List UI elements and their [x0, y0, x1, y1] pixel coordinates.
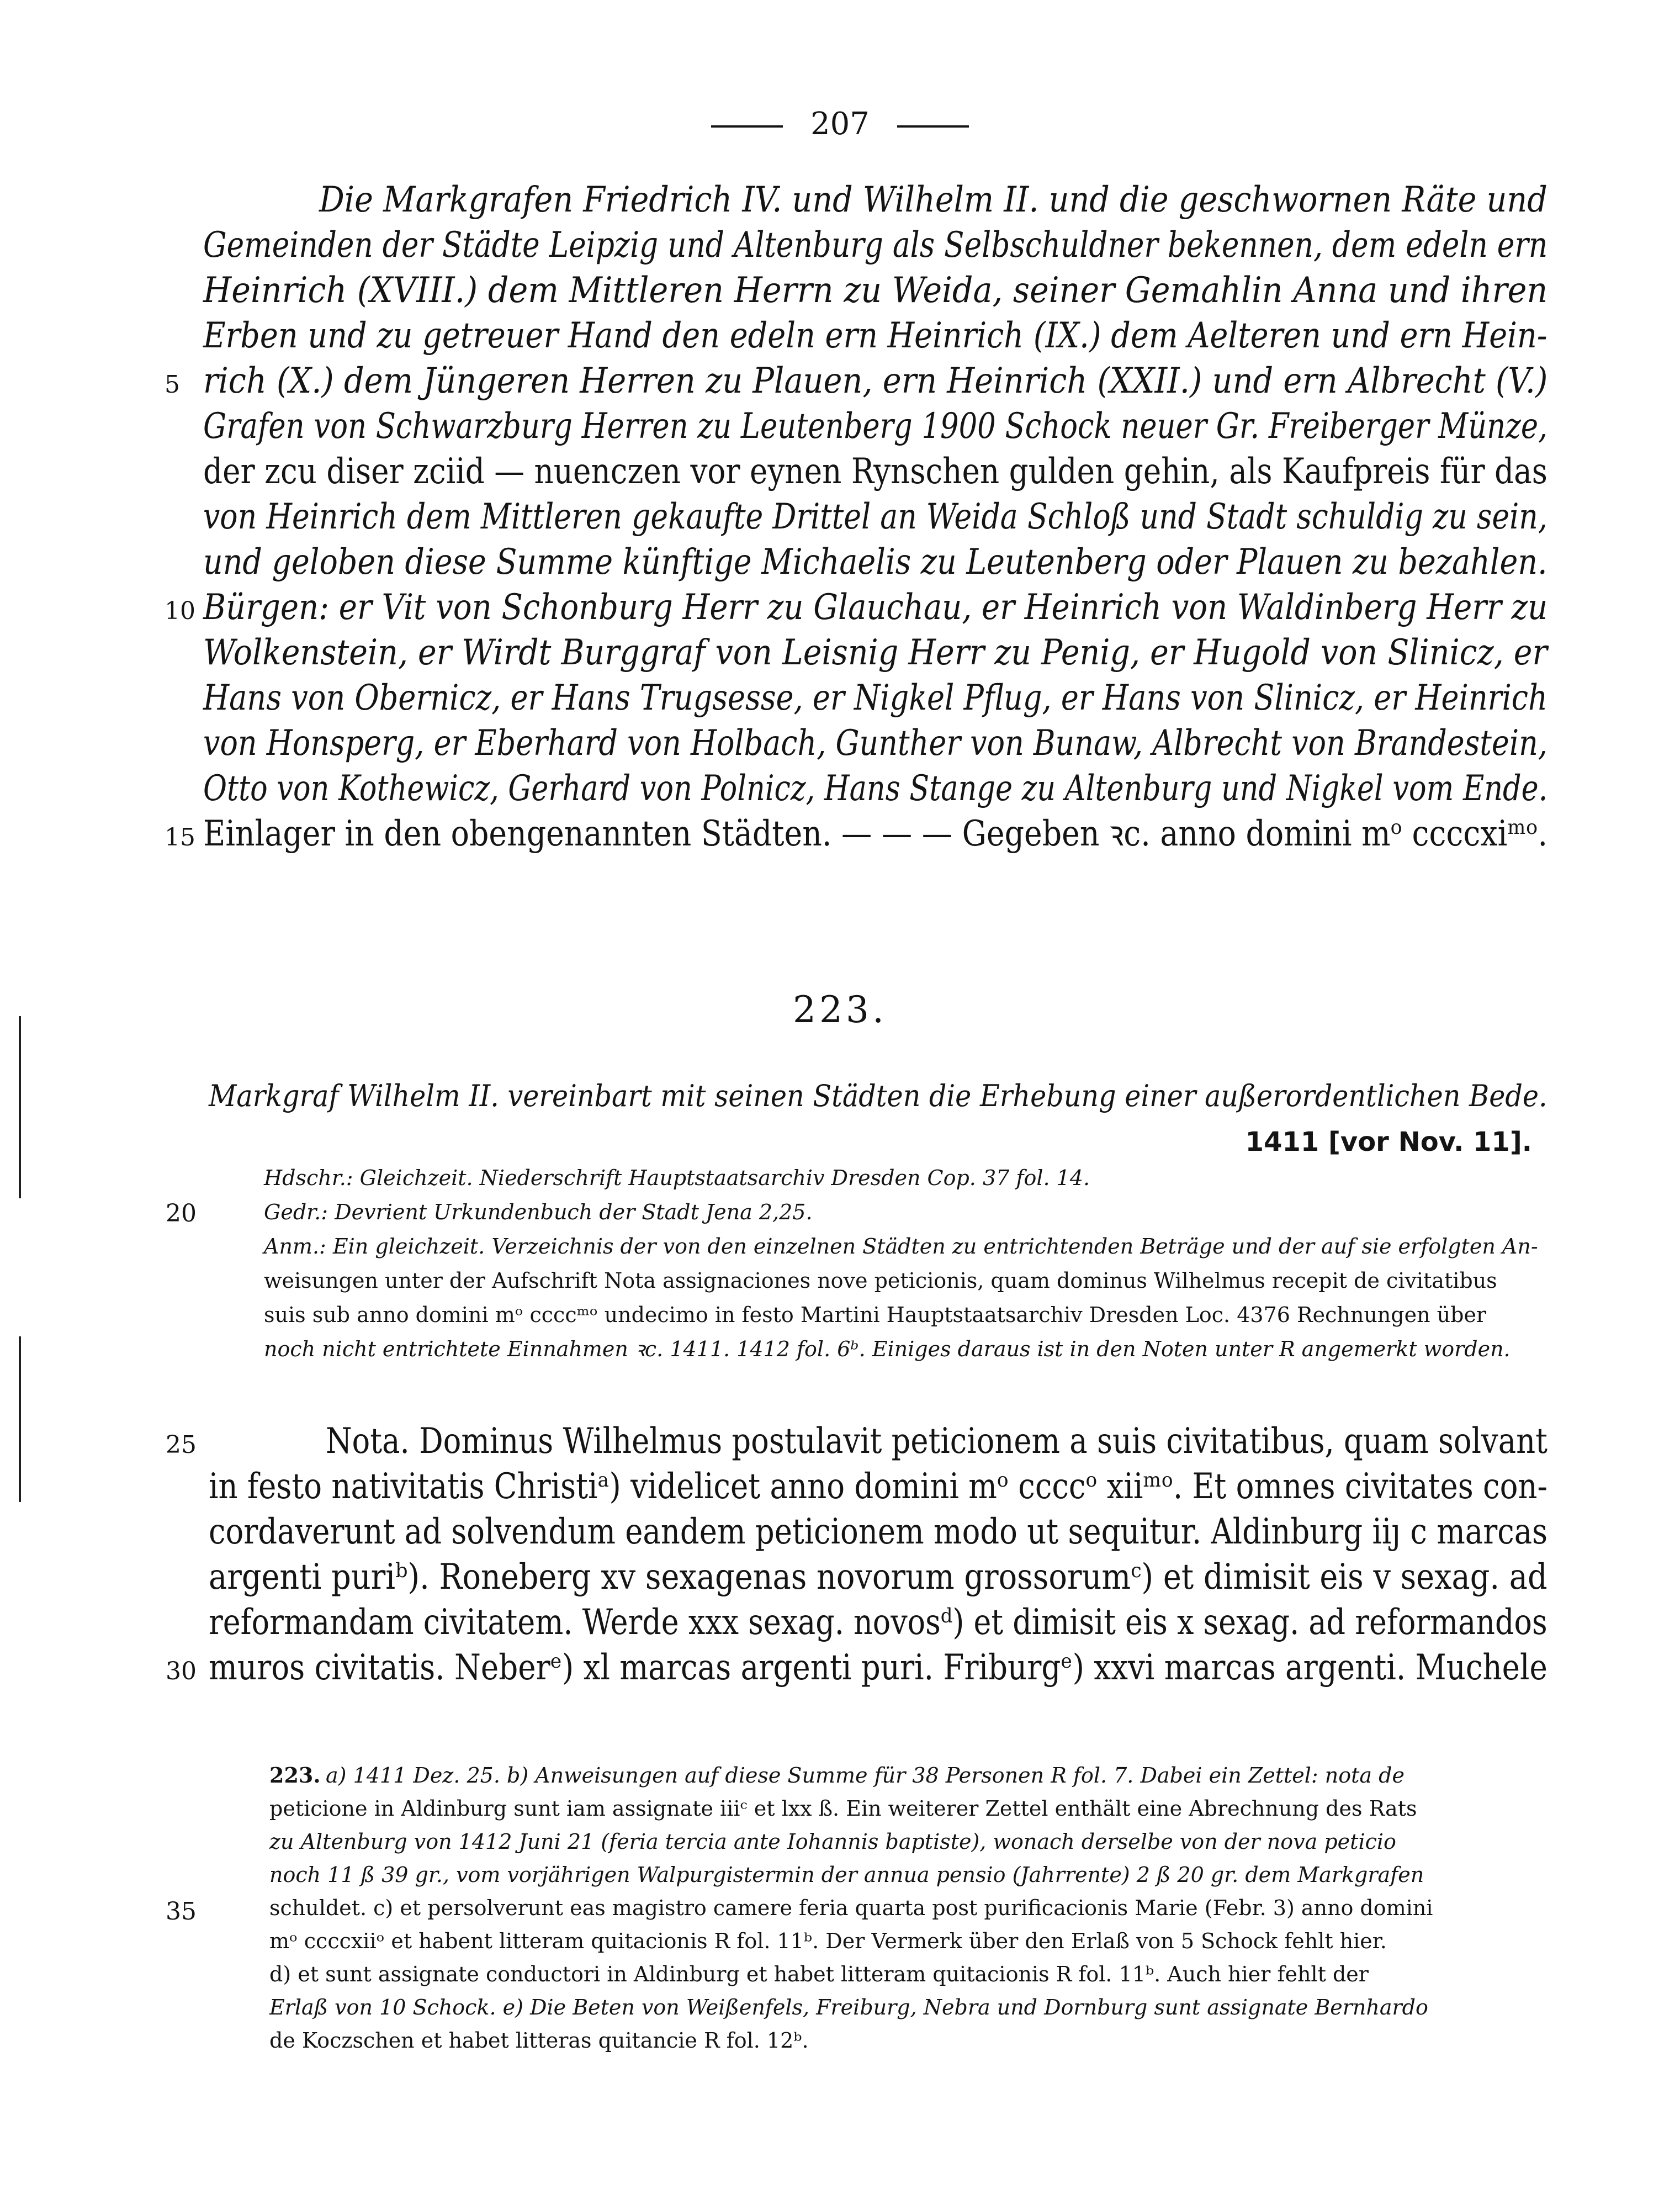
line-number: 10 — [165, 597, 195, 625]
scan-edge-line — [19, 1016, 21, 1198]
document-date: 1411 [vor Nov. 11]. — [1245, 1127, 1532, 1157]
footnote-line: Erlaß von 10 Schock. e) Die Beten von Weißenfels, Freiburg, Nebra und Dornburg sunt assignate Bernhardo — [269, 1995, 1428, 2019]
document-summary: Markgraf Wilhelm II. vereinbart mit seinen Städten die Erhebung einer außerordentlichen Bede. — [209, 1078, 1547, 1113]
line-number: 5 — [165, 371, 180, 399]
footnote-line: zu Altenburg von 1412 Juni 21 (feria tercia ante Iohannis baptiste), wonach derselbe von der nova peticio — [269, 1830, 1396, 1854]
text-line: reformandam civitatem. Werde xxx sexag. novosᵈ) et dimisit eis x sexag. ad reformandos — [209, 1602, 1547, 1643]
footnote-line: schuldet. c) et persolverunt eas magistro camere feria quarta post purificacionis Marie (Febr. 3) anno domini — [269, 1896, 1433, 1920]
apparatus-line: weisungen unter der Aufschrift Nota assignaciones nove peticionis, quam dominus Wilhelmus recepit de civitatibus — [264, 1268, 1497, 1293]
text-line: muros civitatis. Neberᵉ) xl marcas argenti puri. Friburgᵉ) xxvi marcas argenti. Muchele — [209, 1647, 1547, 1688]
footnote-line: peticione in Aldinburg sunt iam assignate iiiᶜ et lxx ß. Ein weiterer Zettel enthält eine Abrechnung des Rats — [269, 1796, 1417, 1821]
text-line: Nota. Dominus Wilhelmus postulavit peticionem a suis civitatibus, quam solvant — [326, 1421, 1547, 1462]
header-rule-left — [711, 125, 783, 128]
apparatus-line: suis sub anno domini mᵒ ccccᵐᵒ undecimo in festo Martini Hauptstaatsarchiv Dresden Loc. 4376 Rechnungen über — [264, 1303, 1487, 1327]
footnote-line: mᵒ ccccxiiᵒ et habent litteram quitacionis R fol. 11ᵇ. Der Vermerk über den Erlaß von 5 Schock fehlt hier. — [269, 1929, 1387, 1953]
header-rule-right — [897, 125, 969, 128]
line-number: 35 — [166, 1897, 197, 1926]
document-number: 223. — [793, 988, 887, 1031]
page-number: 207 — [810, 106, 870, 142]
apparatus-line: Gedr.: Devrient Urkundenbuch der Stadt Jena 2,25. — [264, 1200, 813, 1224]
regest-line: Bürgen: er Vit von Schonburg Herr zu Glauchau, er Heinrich von Waldinberg Herr zu — [203, 587, 1548, 628]
regest-line: Wolkenstein, er Wirdt Burggraf von Leisnig Herr zu Penig, er Hugold von Slinicz, er — [203, 632, 1547, 673]
regest-line: Heinrich (XVIII.) dem Mittleren Herrn zu Weida, seiner Gemahlin Anna und ihren — [203, 270, 1548, 311]
text-line: cordaverunt ad solvendum eandem peticionem modo ut sequitur. Aldinburg iiȷ c marcas — [209, 1511, 1548, 1552]
regest-line: Grafen von Schwarzburg Herren zu Leutenberg 1900 Schock neuer Gr. Freiberger Münze, — [203, 406, 1547, 447]
line-number: 25 — [166, 1431, 197, 1459]
line-number: 30 — [166, 1657, 197, 1685]
apparatus-line: noch nicht entrichtete Einnahmen ꝛc. 1411. 1412 fol. 6ᵇ. Einiges daraus ist in den Noten unter R angemerkt worden. — [264, 1337, 1511, 1361]
scan-edge-line — [19, 1336, 21, 1502]
line-number: 15 — [165, 823, 195, 852]
apparatus-line: Hdschr.: Gleichzeit. Niederschrift Hauptstaatsarchiv Dresden Cop. 37 fol. 14. — [264, 1166, 1090, 1190]
footnote-line: noch 11 ß 39 gr., vom vorjährigen Walpurgistermin der annua pensio (Jahrrente) 2 ß 20 gr. dem Markgrafen — [269, 1863, 1424, 1887]
regest-line: von Heinrich dem Mittleren gekaufte Drittel an Weida Schloß und Stadt schuldig zu sein, — [203, 496, 1547, 537]
regest-line: Einlager in den obengenannten Städten. — — — Gegeben ꝛc. anno domini mᵒ ccccxiᵐᵒ. — [203, 813, 1548, 854]
regest-line: Die Markgrafen Friedrich IV. und Wilhelm II. und die geschwornen Räte und — [319, 179, 1547, 220]
regest-line: Gemeinden der Städte Leipzig und Altenburg als Selbschuldner bekennen, dem edeln ern — [203, 225, 1548, 266]
regest-line: Otto von Kothewicz, Gerhard von Polnicz, Hans Stange zu Altenburg und Nigkel vom Ende. — [203, 768, 1548, 809]
regest-line: rich (X.) dem Jüngeren Herren zu Plauen, ern Heinrich (XXII.) und ern Albrecht (V.) — [203, 361, 1548, 401]
page-header — [0, 106, 1680, 142]
line-number: 20 — [166, 1199, 197, 1228]
regest-line: von Honsperg, er Eberhard von Holbach, Gunther von Bunaw, Albrecht von Brandestein, — [203, 723, 1547, 764]
regest-line: der zcu diser zciid — nuenczen vor eynen Rynschen gulden gehin, als Kaufpreis für das — [203, 451, 1547, 492]
footnote-line: de Koczschen et habet litteras quitancie R fol. 12ᵇ. — [269, 2028, 809, 2053]
text-line: argenti puriᵇ). Roneberg xv sexagenas novorum grossorumᶜ) et dimisit eis v sexag. ad — [209, 1557, 1547, 1598]
regest-line: und geloben diese Summe künftige Michaelis zu Leutenberg oder Plauen zu bezahlen. — [203, 542, 1547, 583]
regest-line: Erben und zu getreuer Hand den edeln ern Heinrich (IX.) dem Aelteren und ern Hein- — [203, 315, 1547, 356]
footnote-label: 223. — [269, 1763, 321, 1788]
footnote-line: d) et sunt assignate conductori in Aldinburg et habet litteram quitacionis R fol. 11ᵇ. Auch hier fehlt der — [269, 1962, 1369, 1986]
footnote-line: a) 1411 Dez. 25. b) Anweisungen auf diese Summe für 38 Personen R fol. 7. Dabei ein Zettel: nota de — [326, 1763, 1405, 1788]
regest-line: Hans von Obernicz, er Hans Trugsesse, er Nigkel Pflug, er Hans von Slinicz, er Heinrich — [203, 678, 1547, 718]
text-line: in festo nativitatis Christiᵃ) videlicet anno domini mᵒ ccccᵒ xiiᵐᵒ. Et omnes civitates con- — [209, 1466, 1547, 1507]
apparatus-line: Anm.: Ein gleichzeit. Verzeichnis der von den einzelnen Städten zu entrichtenden Beträge und der auf sie erfolgten An- — [264, 1234, 1538, 1259]
